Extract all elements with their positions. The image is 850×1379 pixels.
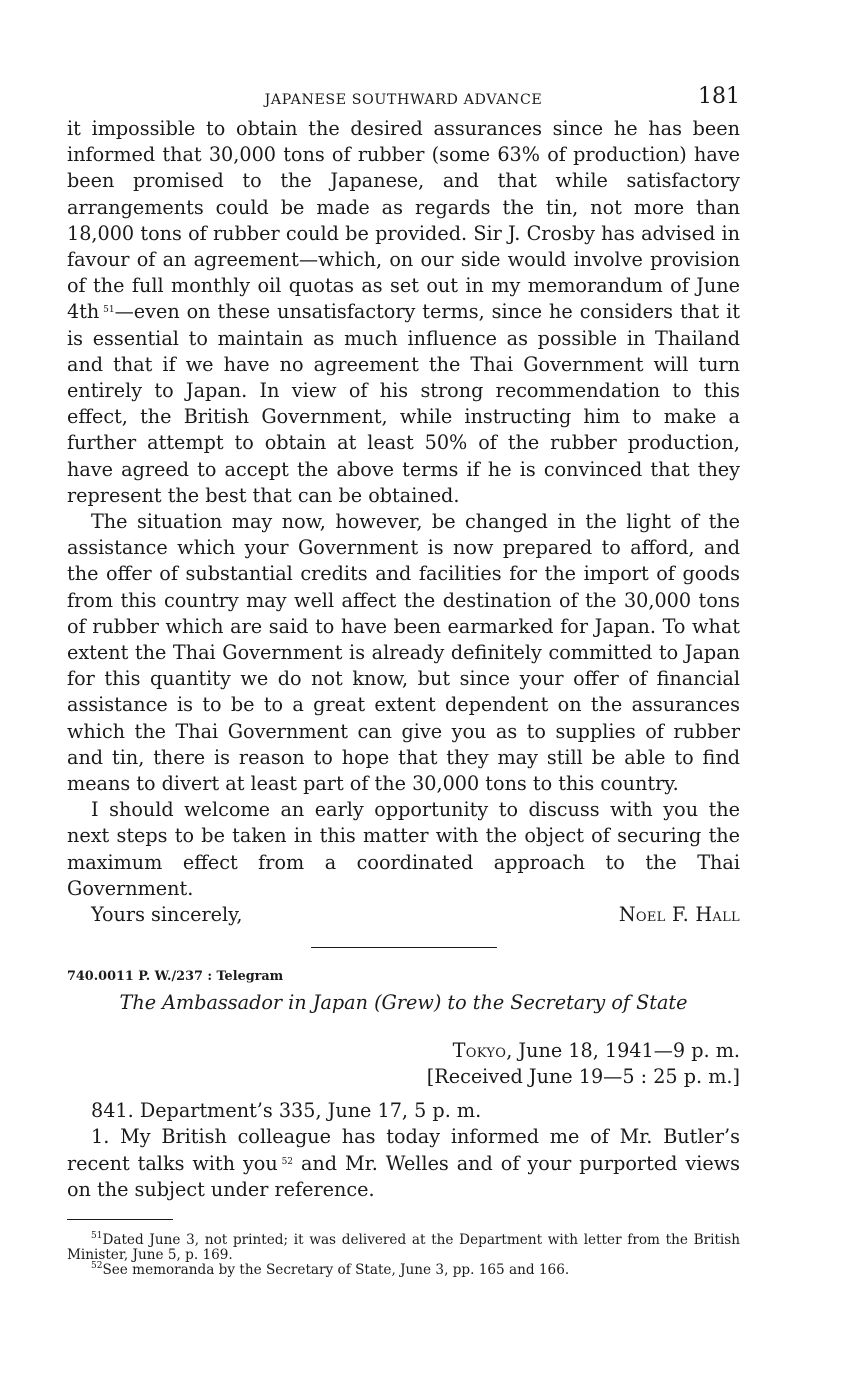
page (67, 82, 740, 1278)
telegram-body (67, 1098, 740, 1203)
section-divider (311, 947, 497, 948)
page-number: 181 (698, 84, 740, 109)
received-line: [Received June 19—5 : 25 p. m.] (426, 1065, 740, 1089)
paragraph-text: and Mr. Welles and of your purported views on the subject under reference. (67, 1151, 740, 1201)
telegram-paragraph-2 (67, 1124, 740, 1203)
footnote-divider (67, 1219, 173, 1220)
footnote-52 (67, 1260, 740, 1278)
footnote-mark: 52 (91, 1260, 103, 1271)
footnote-ref-52: 52 (281, 1156, 294, 1167)
letter-paragraph-1 (67, 116, 740, 509)
signature: Noel F. Hall (618, 903, 740, 927)
page-header (67, 82, 740, 116)
dateline-place: Tokyo (452, 1039, 507, 1063)
running-head: JAPANESE SOUTHWARD ADVANCE (264, 92, 543, 108)
file-number: 740.0011 P. W./237 : Telegram (67, 969, 284, 985)
footnote-51 (67, 1230, 740, 1263)
footnote-text: See memoranda by the Secretary of State, June 3, pp. 165 and 166. (102, 1261, 570, 1278)
letter-paragraph-2: The situation may now, however, be changed in the light of the assistance which your Government is now prepared to afford, and the offer of substantial credits and facilities for the import of goods from this country may well affect the destination of the 30,000 tons of rubber which are said to have been earmarked for Japan. To what extent the Thai Government is already definitely committed to Japan for this quantity we do not know, but since your offer of financial assistance is to be to a great extent dependent on the assurances which the Thai Government can give you as to supplies of rubber and tin, there is reason to hope that they may still be able to find means to divert at least part of the 30,000 tons to this country. (67, 510, 740, 796)
paragraph-text: 1. My British colleague has today informed me of Mr. Butler’s recent talks with you (67, 1125, 740, 1175)
paragraph-text: —even on these unsatisfactory terms, since he considers that it is essential to maintain as much influence as possible in Thailand and that if we have no agreement the Thai Government will turn entirely to Japan. In view of his strong recommendation to this effect, the British Government, while instructing him to make a further attempt to obtain at least 50% of the rubber production, have agreed to accept the above terms if he is convinced that they represent the best that can be obtained. (67, 300, 740, 507)
dateline (67, 1038, 740, 1064)
letter-paragraph-3: I should welcome an early opportunity to discuss with you the next steps to be taken in this matter with the object of securing the maximum effect from a coordinated approach to the Thai Government. (67, 798, 740, 900)
dateline-date: , June 18, 1941—9 p. m. (506, 1039, 740, 1063)
footnote-ref-51: 51 (103, 305, 115, 316)
footnote-mark: 51 (91, 1230, 103, 1241)
salutation: Yours sincerely, (91, 903, 243, 927)
telegram-paragraph-1: 841. Department’s 335, June 17, 5 p. m. (91, 1099, 482, 1123)
letter-closing (67, 902, 740, 928)
letter-body (67, 116, 740, 902)
footnote-text: Dated June 3, not printed; it was delivered at the Department with letter from the British Minister, June 5, p. 169. (67, 1231, 740, 1263)
paragraph-text: it impossible to obtain the desired assurances since he has been informed that 30,000 tons of rubber (some 63% of production) have been promised to the Japanese, and that while satisfactory arrangements could be made as regards the tin, not more than 18,000 tons of rubber could be provided. Sir J. Crosby has advised in favour of an agreement—which, on our side would involve provision of the full monthly oil quotas as set out in my memorandum of June 4th (67, 117, 740, 324)
document-title: The Ambassador in Japan (Grew) to the Secretary of State (119, 991, 688, 1015)
footnotes (67, 1230, 740, 1278)
